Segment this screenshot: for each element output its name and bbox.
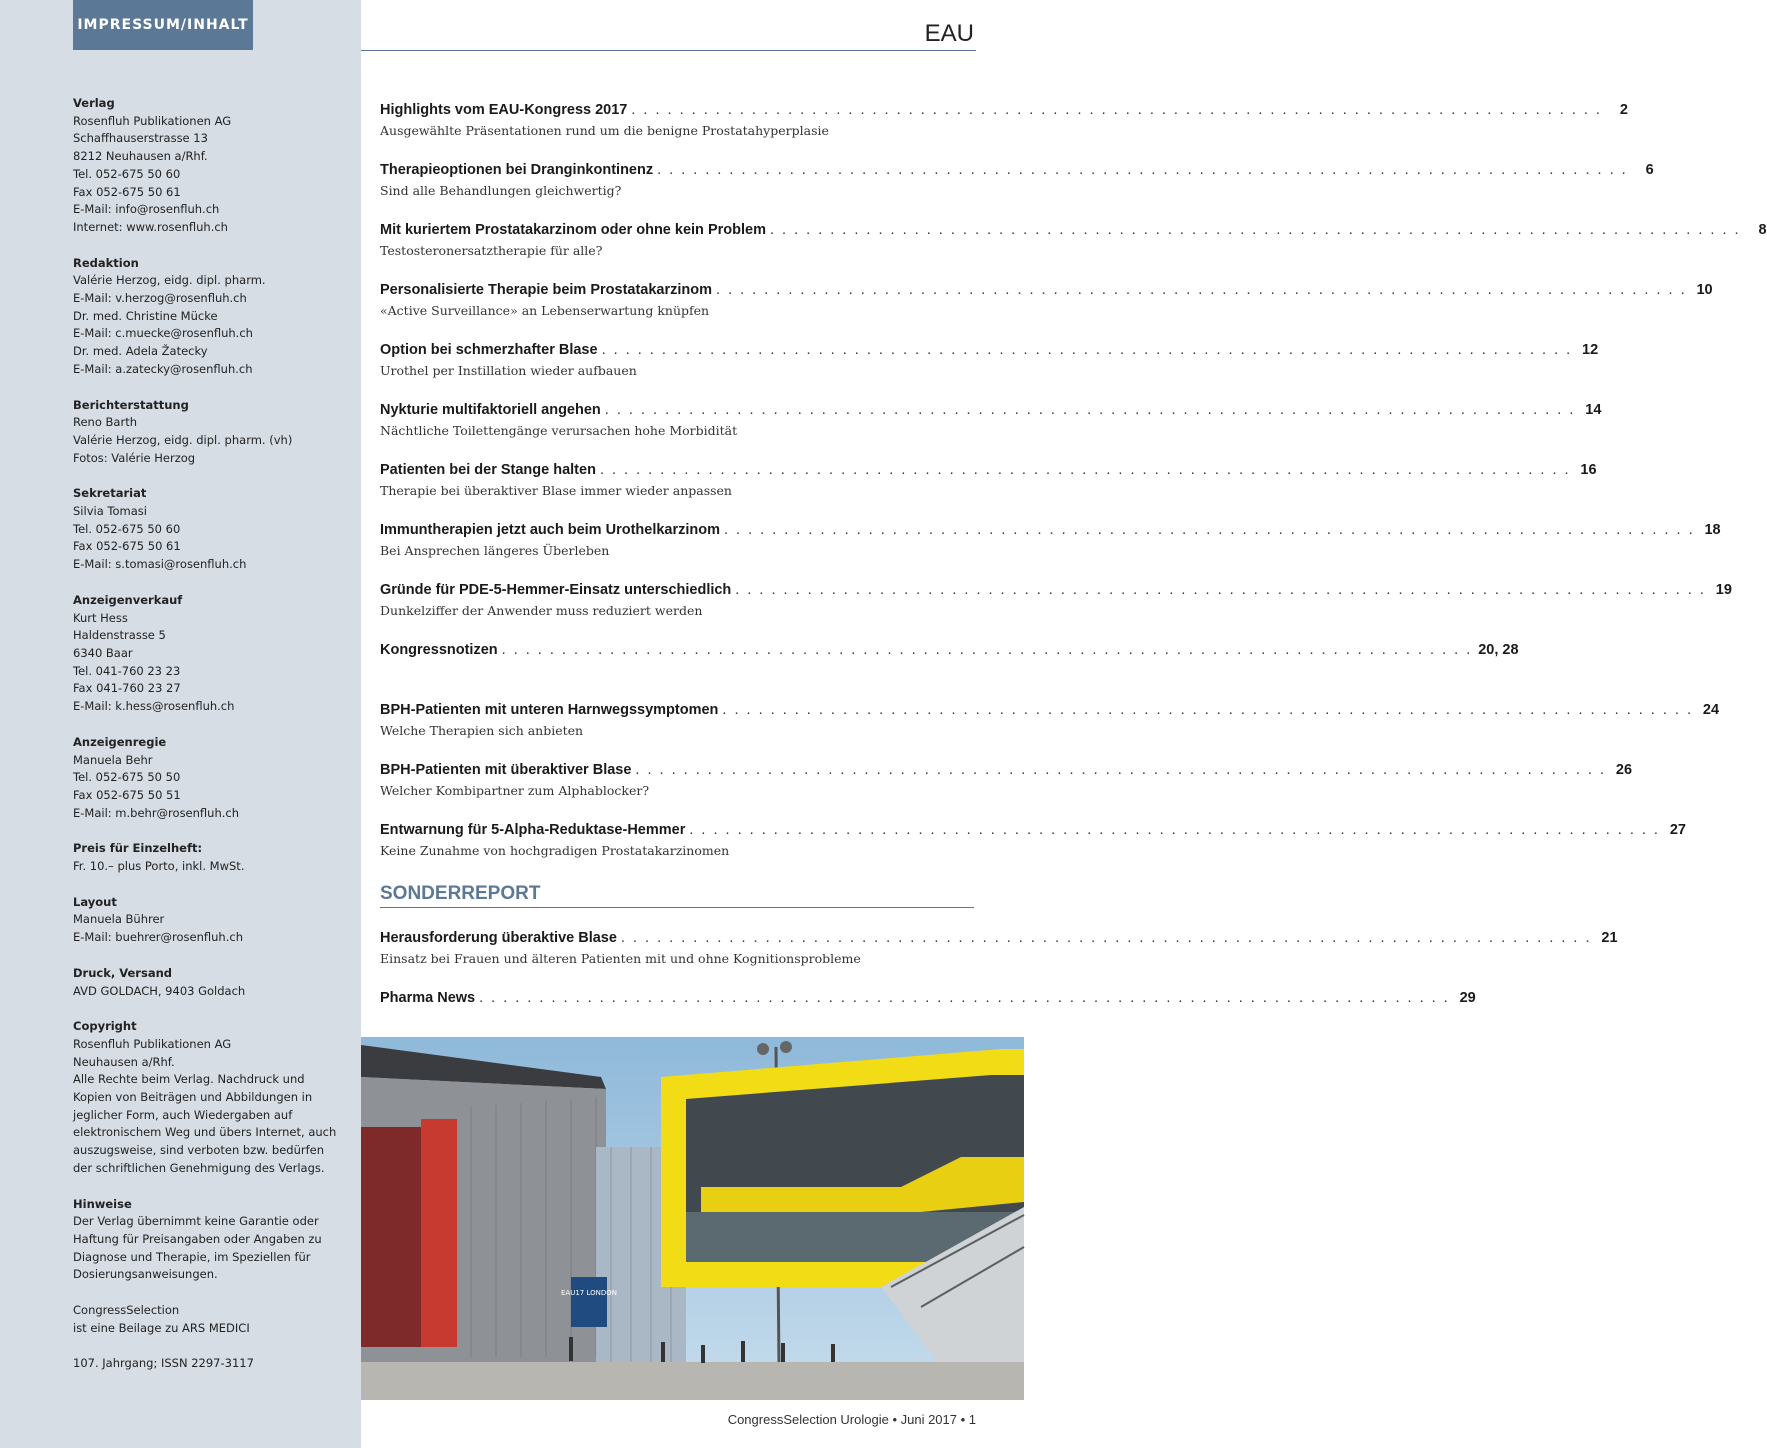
imprint-line: Kurt Hess	[73, 610, 128, 625]
toc-leader-dots: . . . . . . . . . . . . . . . . . . . . . . . . . . . . . . . . . . . . . . . . . . . . . . . . . . . . . . . . . . . . . . . . . . . . . . . . . . . . . . . . .	[635, 762, 1607, 778]
page-footer: CongressSelection Urologie • Juni 2017 • 1	[727, 1412, 976, 1427]
header-rule	[361, 50, 976, 51]
imprint-label: Copyright	[73, 1019, 137, 1034]
toc-page-number: 6	[1645, 162, 1654, 178]
special-section-heading: SONDERREPORT	[380, 883, 974, 908]
toc-entry[interactable]	[380, 762, 1633, 822]
toc-row	[380, 522, 1721, 542]
imprint-label: Layout	[73, 894, 117, 909]
toc-leader-dots: . . . . . . . . . . . . . . . . . . . . . . . . . . . . . . . . . . . . . . . . . . . . . . . . . . . . . . . . . . . . . . . . . . . . . . . . . . . . . . . . .	[501, 642, 1473, 658]
toc-leader-dots: . . . . . . . . . . . . . . . . . . . . . . . . . . . . . . . . . . . . . . . . . . . . . . . . . . . . . . . . . . . . . . . . . . . . . . . . . . . . . . . . .	[604, 402, 1576, 418]
toc-subtitle: Einsatz bei Frauen und älteren Patienten mit und ohne Kognitionsprobleme	[380, 951, 861, 966]
imprint-paragraph: Alle Rechte beim Verlag. Nachdruck und Kopien von Beiträgen und Abbildungen in jeglicher Form, auch Wiedergaben auf elektronischem Weg und übers Internet, auch auszugsweise, sind verboten bzw. bedürfen der schriftlichen Genehmigung des Verlags.	[73, 1072, 337, 1175]
imprint-line: Tel. 052-675 50 60	[73, 521, 181, 536]
imprint-line: Neuhausen a/Rhf.	[73, 1054, 175, 1069]
imprint-line: Fotos: Valérie Herzog	[73, 450, 196, 465]
imprint-line: Tel. 052-675 50 60	[73, 166, 181, 181]
imprint-line: Tel. 041-760 23 23	[73, 663, 181, 678]
toc-leader-dots: . . . . . . . . . . . . . . . . . . . . . . . . . . . . . . . . . . . . . . . . . . . . . . . . . . . . . . . . . . . . . . . . . . . . . . . . . . . . . . . . .	[724, 522, 1695, 538]
toc-entry[interactable]	[380, 582, 1732, 642]
toc-entry[interactable]	[380, 102, 1628, 162]
imprint-paragraph: Der Verlag übernimmt keine Garantie oder Haftung für Preisangaben oder Angaben zu Diagnose und Therapie, im Speziellen für Dosierungsanweisungen.	[73, 1214, 322, 1282]
imprint-line: Fax 052-675 50 51	[73, 787, 181, 802]
toc-title: BPH-Patienten mit unteren Harnwegssymptomen	[380, 702, 719, 718]
toc-subtitle: Welche Therapien sich anbieten	[380, 723, 584, 738]
imprint-section	[73, 840, 343, 875]
imprint-line: Reno Barth	[73, 415, 137, 430]
imprint-section	[73, 1302, 343, 1337]
toc-page-number: 24	[1702, 702, 1720, 718]
toc-entry[interactable]	[380, 402, 1602, 462]
imprint-line: Fr. 10.– plus Porto, inkl. MwSt.	[73, 859, 245, 874]
toc-title: Pharma News	[380, 990, 476, 1006]
imprint-section	[73, 397, 343, 468]
imprint-section	[73, 95, 343, 237]
congress-building-photo	[361, 1037, 1024, 1400]
imprint-line: E-Mail: m.behr@rosenfluh.ch	[73, 805, 240, 820]
toc-page-number: 18	[1704, 522, 1721, 538]
imprint-line: E-Mail: buehrer@rosenfluh.ch	[73, 930, 243, 945]
toc-row	[380, 990, 1476, 1010]
toc-subtitle: Sind alle Behandlungen gleichwertig?	[380, 183, 622, 198]
imprint-line: Rosenfluh Publikationen AG	[73, 1036, 232, 1051]
toc-page-number: 8	[1758, 222, 1767, 238]
imprint-line: E-Mail: v.herzog@rosenfluh.ch	[73, 291, 247, 306]
toc-title: BPH-Patienten mit überaktiver Blase	[380, 762, 632, 778]
imprint-line: AVD GOLDACH, 9403 Goldach	[73, 983, 246, 998]
imprint-label: Verlag	[73, 96, 115, 110]
toc-title: Herausforderung überaktive Blase	[380, 930, 617, 946]
imprint-line: Manuela Bührer	[73, 912, 165, 927]
toc-page-number: 2	[1619, 102, 1628, 118]
toc-title: Kongressnotizen	[380, 642, 498, 658]
toc-subtitle: Bei Ansprechen längeres Überleben	[380, 543, 610, 558]
toc-title: Mit kuriertem Prostatakarzinom oder ohne kein Problem	[380, 222, 766, 238]
imprint-line: Fax 052-675 50 61	[73, 184, 181, 199]
imprint-line: Haldenstrasse 5	[73, 628, 166, 643]
toc-title: Patienten bei der Stange halten	[380, 462, 596, 478]
imprint-line: 8212 Neuhausen a/Rhf.	[73, 149, 208, 164]
imprint-section	[73, 1355, 343, 1373]
toc-entry[interactable]	[380, 642, 1519, 702]
imprint-section	[73, 734, 343, 823]
imprint-column	[73, 95, 343, 1391]
congress-label: EAU	[924, 20, 974, 47]
toc-row	[380, 342, 1599, 362]
toc-subtitle: «Active Surveillance» an Lebenserwartung knüpfen	[380, 303, 710, 318]
imprint-label: Hinweise	[73, 1196, 132, 1211]
imprint-label: Sekretariat	[73, 486, 147, 501]
imprint-line: CongressSelection	[73, 1303, 180, 1318]
toc-row	[380, 930, 1618, 950]
toc-title: Therapieoptionen bei Dranginkontinenz	[380, 162, 654, 178]
toc-title: Gründe für PDE-5-Hemmer-Einsatz unterschiedlich	[380, 582, 732, 598]
imprint-label: Preis für Einzelheft:	[73, 841, 203, 856]
imprint-line: Internet: www.rosenfluh.ch	[73, 219, 228, 234]
imprint-section	[73, 485, 343, 574]
toc-row	[380, 102, 1628, 122]
imprint-label: Redaktion	[73, 255, 139, 270]
toc-subtitle: Nächtliche Toilettengänge verursachen hohe Morbidität	[380, 423, 738, 438]
toc-page-number: 20, 28	[1478, 642, 1519, 658]
toc-row	[380, 402, 1602, 422]
imprint-section	[73, 894, 343, 947]
toc-page-number: 14	[1585, 402, 1602, 418]
toc-row	[380, 762, 1633, 782]
imprint-section	[73, 965, 343, 1000]
toc-title: Entwarnung für 5-Alpha-Reduktase-Hemmer	[380, 822, 686, 838]
toc-leader-dots: . . . . . . . . . . . . . . . . . . . . . . . . . . . . . . . . . . . . . . . . . . . . . . . . . . . . . . . . . . . . . . . . . . . . . . . . . . . . . . . . .	[735, 582, 1706, 598]
toc-title: Option bei schmerzhafter Blase	[380, 342, 598, 358]
toc-leader-dots: . . . . . . . . . . . . . . . . . . . . . . . . . . . . . . . . . . . . . . . . . . . . . . . . . . . . . . . . . . . . . . . . . . . . . . . . . . . . . . . . .	[601, 342, 1573, 358]
imprint-line: Rosenfluh Publikationen AG	[73, 113, 232, 128]
toc-leader-dots: . . . . . . . . . . . . . . . . . . . . . . . . . . . . . . . . . . . . . . . . . . . . . . . . . . . . . . . . . . . . . . . . . . . . . . . . . . . . . . . . .	[769, 222, 1741, 238]
toc-leader-dots: . . . . . . . . . . . . . . . . . . . . . . . . . . . . . . . . . . . . . . . . . . . . . . . . . . . . . . . . . . . . . . . . . . . . . . . . . . . . . . . . .	[620, 930, 1592, 946]
imprint-label: Anzeigenverkauf	[73, 592, 183, 607]
imprint-line: E-Mail: c.muecke@rosenfluh.ch	[73, 326, 253, 341]
toc-subtitle: Urothel per Instillation wieder aufbauen	[380, 363, 637, 378]
imprint-line: Dr. med. Adela Žatecky	[73, 344, 208, 359]
toc-row	[380, 282, 1713, 302]
toc-title: Personalisierte Therapie beim Prostatakarzinom	[380, 282, 713, 298]
imprint-line: Dr. med. Christine Mücke	[73, 308, 218, 323]
section-tab: IMPRESSUM/INHALT	[73, 0, 253, 50]
imprint-line: Silvia Tomasi	[73, 504, 147, 519]
imprint-section	[73, 1018, 343, 1177]
eau-sign-text: EAU17 LONDON	[561, 1289, 617, 1297]
toc-leader-dots: . . . . . . . . . . . . . . . . . . . . . . . . . . . . . . . . . . . . . . . . . . . . . . . . . . . . . . . . . . . . . . . . . . . . . . . . . . . . . . . . .	[657, 162, 1628, 178]
toc-page-number: 16	[1580, 462, 1597, 478]
toc-entry[interactable]	[380, 342, 1599, 402]
imprint-section	[73, 592, 343, 716]
toc-page-number: 21	[1601, 930, 1618, 946]
imprint-line: 6340 Baar	[73, 645, 133, 660]
toc-subtitle: Welcher Kombipartner zum Alphablocker?	[380, 783, 650, 798]
imprint-label: Anzeigenregie	[73, 734, 167, 749]
imprint-line: E-Mail: info@rosenfluh.ch	[73, 202, 220, 217]
imprint-line: E-Mail: s.tomasi@rosenfluh.ch	[73, 557, 247, 572]
toc-entry[interactable]	[380, 462, 1597, 522]
imprint-line: Schaffhauserstrasse 13	[73, 131, 208, 146]
imprint-line: Manuela Behr	[73, 752, 153, 767]
imprint-section	[73, 1196, 343, 1285]
toc-leader-dots: . . . . . . . . . . . . . . . . . . . . . . . . . . . . . . . . . . . . . . . . . . . . . . . . . . . . . . . . . . . . . . . . . . . . . . . . . . . . . . . . .	[631, 102, 1602, 118]
toc-page-number: 12	[1582, 342, 1599, 358]
toc-entry[interactable]	[380, 222, 1767, 282]
imprint-line: Valérie Herzog, eidg. dipl. pharm. (vh)	[73, 432, 293, 447]
toc-page-number: 10	[1696, 282, 1713, 298]
toc-leader-dots: . . . . . . . . . . . . . . . . . . . . . . . . . . . . . . . . . . . . . . . . . . . . . . . . . . . . . . . . . . . . . . . . . . . . . . . . . . . . . . . . .	[722, 702, 1694, 718]
imprint-line: Fax 041-760 23 27	[73, 681, 181, 696]
toc-row	[380, 162, 1654, 182]
toc-entry[interactable]	[380, 162, 1654, 222]
toc-entry[interactable]	[380, 282, 1713, 342]
imprint-line: Tel. 052-675 50 50	[73, 770, 181, 785]
imprint-line: E-Mail: a.zatecky@rosenfluh.ch	[73, 361, 253, 376]
imprint-line: Valérie Herzog, eidg. dipl. pharm.	[73, 273, 266, 288]
toc-row	[380, 582, 1732, 602]
toc-subtitle: Testosteronersatztherapie für alle?	[380, 243, 603, 258]
toc-page-number: 26	[1615, 762, 1633, 778]
imprint-label: Berichterstattung	[73, 397, 189, 412]
toc-page-number: 29	[1459, 990, 1476, 1006]
toc-subtitle: Ausgewählte Präsentationen rund um die benigne Prostatahyperplasie	[380, 123, 829, 138]
toc-subtitle: Therapie bei überaktiver Blase immer wieder anpassen	[380, 483, 732, 498]
toc-title: Immuntherapien jetzt auch beim Urothelkarzinom	[380, 522, 720, 538]
toc-title: Nykturie multifaktoriell angehen	[380, 402, 601, 418]
toc-leader-dots: . . . . . . . . . . . . . . . . . . . . . . . . . . . . . . . . . . . . . . . . . . . . . . . . . . . . . . . . . . . . . . . . . . . . . . . . . . . . . . . . .	[599, 462, 1571, 478]
toc-entry[interactable]	[380, 702, 1720, 762]
imprint-line: ist eine Beilage zu ARS MEDICI	[73, 1320, 250, 1335]
imprint-line: 107. Jahrgang; ISSN 2297-3117	[73, 1356, 254, 1371]
toc-page-number: 27	[1669, 822, 1686, 838]
toc-entry[interactable]	[380, 930, 1618, 990]
toc-entry[interactable]	[380, 522, 1721, 582]
building-illustration	[361, 1037, 1024, 1400]
toc-row	[380, 642, 1519, 662]
toc-leader-dots: . . . . . . . . . . . . . . . . . . . . . . . . . . . . . . . . . . . . . . . . . . . . . . . . . . . . . . . . . . . . . . . . . . . . . . . . . . . . . . . . .	[716, 282, 1687, 298]
imprint-line: Fax 052-675 50 61	[73, 539, 181, 554]
imprint-label: Druck, Versand	[73, 965, 173, 980]
toc-row	[380, 222, 1767, 242]
toc-row	[380, 462, 1597, 482]
imprint-section	[73, 255, 343, 379]
toc-leader-dots: . . . . . . . . . . . . . . . . . . . . . . . . . . . . . . . . . . . . . . . . . . . . . . . . . . . . . . . . . . . . . . . . . . . . . . . . . . . . . . . . .	[689, 822, 1660, 838]
toc-title: Highlights vom EAU-Kongress 2017	[380, 102, 628, 118]
toc-entry[interactable]	[380, 822, 1686, 882]
toc-subtitle: Dunkelziffer der Anwender muss reduziert werden	[380, 603, 703, 618]
toc-row	[380, 702, 1720, 722]
toc-subtitle: Keine Zunahme von hochgradigen Prostatakarzinomen	[380, 843, 730, 858]
toc-row	[380, 822, 1686, 842]
toc-leader-dots: . . . . . . . . . . . . . . . . . . . . . . . . . . . . . . . . . . . . . . . . . . . . . . . . . . . . . . . . . . . . . . . . . . . . . . . . . . . . . . . . .	[479, 990, 1450, 1006]
imprint-line: E-Mail: k.hess@rosenfluh.ch	[73, 699, 235, 714]
toc-page-number: 19	[1715, 582, 1732, 598]
table-of-contents	[380, 102, 1767, 1050]
